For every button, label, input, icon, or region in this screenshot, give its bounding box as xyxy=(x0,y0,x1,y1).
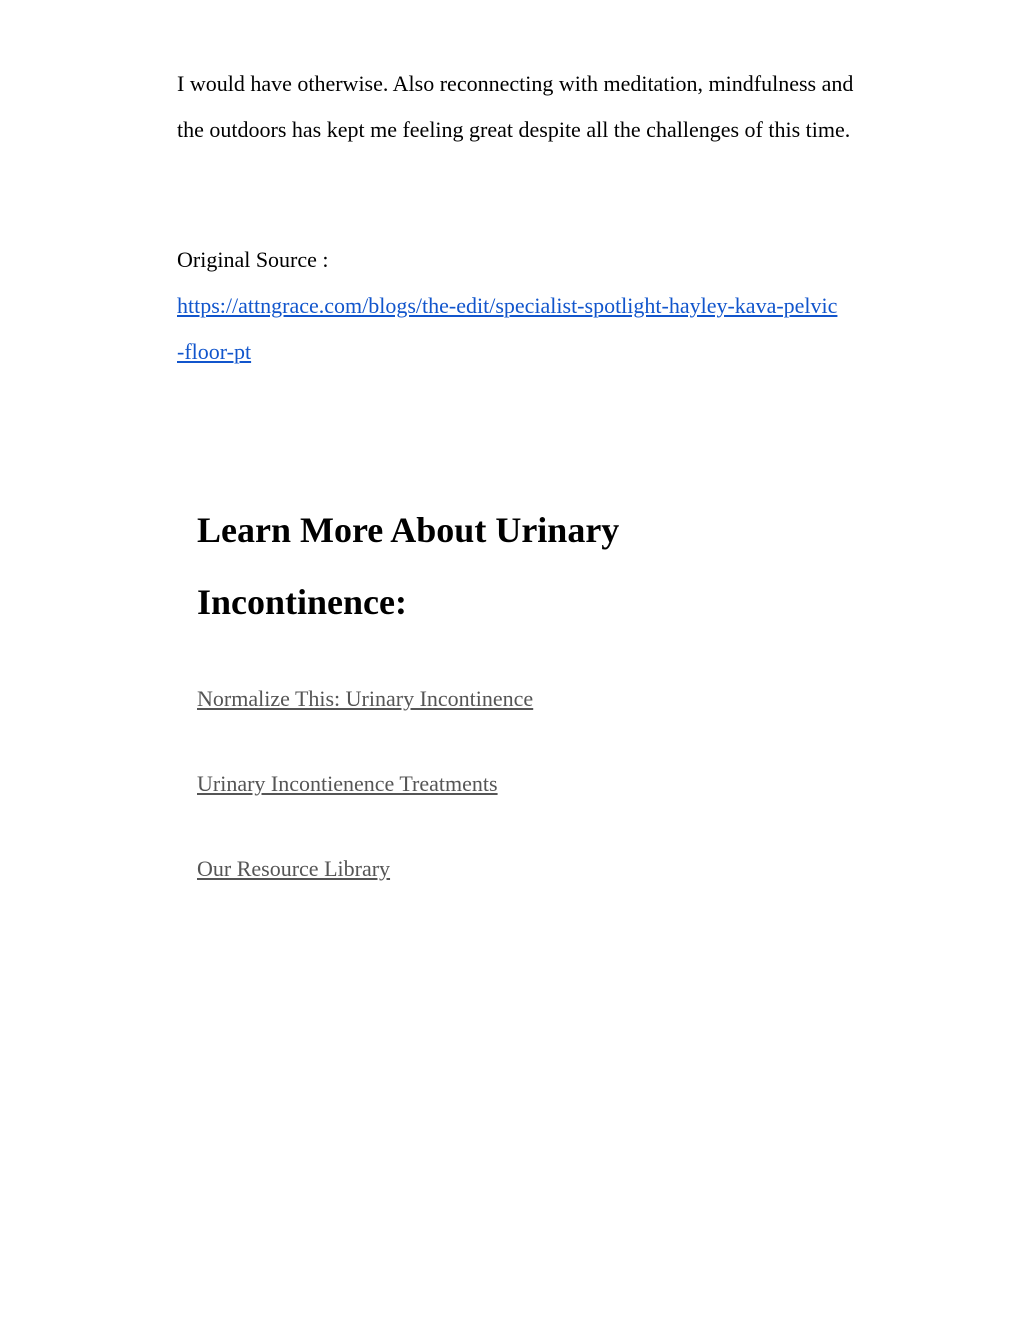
source-link[interactable]: https://attngrace.com/blogs/the-edit/specialist-spotlight-hayley-kava-pelvic-floor-pt xyxy=(177,293,838,364)
source-block xyxy=(177,237,857,375)
closing-paragraph: I would have otherwise. Also reconnecting with meditation, mindfulness and the outdoors has kept me feeling great despite all the challenges of this time. xyxy=(177,71,854,142)
resource-library-link[interactable]: Our Resource Library xyxy=(197,856,391,881)
source-label: Original Source : xyxy=(177,247,329,272)
learn-more-heading: Learn More About Urinary Incontinence: xyxy=(197,510,620,622)
treatments-link[interactable]: Urinary Incontienence Treatments xyxy=(197,771,498,796)
normalize-this-link[interactable]: Normalize This: Urinary Incontinence xyxy=(197,686,534,711)
